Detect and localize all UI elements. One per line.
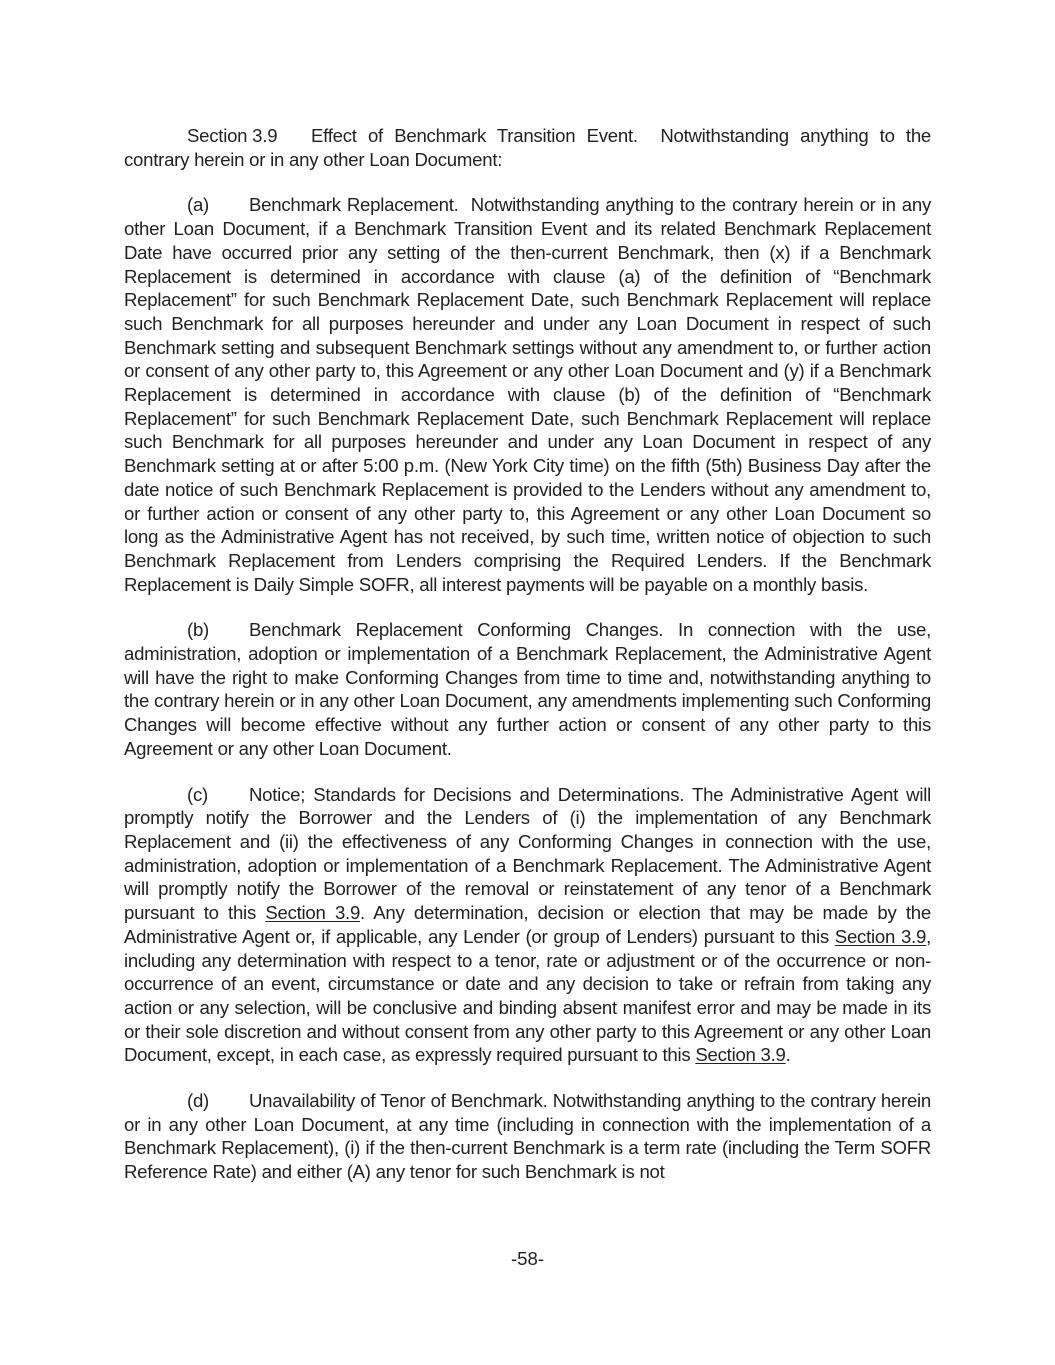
section-reference-link: Section 3.9 bbox=[834, 925, 927, 947]
paragraph-b-heading: Benchmark Replacement Conforming Changes. bbox=[249, 619, 664, 641]
section-reference-link: Section 3.9 bbox=[265, 902, 361, 924]
paragraph-c-heading: Notice; Standards for Decisions and Determinations. bbox=[249, 783, 685, 805]
paragraph-b bbox=[124, 618, 931, 760]
paragraph-c-text-3: , including any determination with respect to a tenor, rate or adjustment or of the occurrence or non-occurrence of an event, circumstance or date and any decision to take or refrain from taking any action or any selection, will be conclusive and binding absent manifest error and may be made in its or their sole discretion and without consent from any other party to this Agreement or any other Loan Document, except, in each case, as expressly required pursuant to this bbox=[124, 925, 931, 1066]
section-number: Section 3.9 bbox=[187, 125, 278, 146]
paragraph-a-text: Notwithstanding anything to the contrary herein or in any other Loan Document, if a Benchmark Transition Event and its related Benchmark Replacement Date have occurred prior any setting of the then-current Benchmark, then (x) if a Benchmark Replacement is determined in accordance with clause (a) of the definition of “Benchmark Replacement” for such Benchmark Replacement Date, such Benchmark Replacement will replace such Benchmark for all purposes hereunder and under any Loan Document in respect of such Benchmark setting and subsequent Benchmark settings without any amendment to, or further action or consent of any other party to, this Agreement or any other Loan Document and (y) if a Benchmark Replacement is determined in accordance with clause (b) of the definition of “Benchmark Replacement” for such Benchmark Replacement Date, such Benchmark Replacement will replace such Benchmark for all purposes hereunder and under any Loan Document in respect of any Benchmark setting at or after 5:00 p.m. (New York City time) on the fifth (5th) Business Day after the date notice of such Benchmark Replacement is provided to the Lenders without any amendment to, or further action or consent of any other party to, this Agreement or any other Loan Document so long as the Administrative Agent has not received, by such time, written notice of objection to such Benchmark Replacement from Lenders comprising the Required Lenders. If the Benchmark Replacement is Daily Simple SOFR, all interest payments will be payable on a monthly basis. bbox=[124, 194, 931, 595]
page-number: -58- bbox=[510, 1248, 545, 1269]
paragraph-b-label: (b) bbox=[187, 619, 209, 641]
paragraph-c-text-4: . bbox=[785, 1044, 791, 1066]
section-intro: Notwithstanding anything to the contrary herein or in any other Loan Document: bbox=[124, 125, 931, 170]
paragraph-b-text: In connection with the use, administration, adoption or implementation of a Benchmark Replacement, the Administrative Agent will have the right to make Conforming Changes from time to time and, notwithstanding anything to the contrary herein or in any other Loan Document, any amendments implementing such Conforming Changes will become effective without any further action or consent of any other party to this Agreement or any other Loan Document. bbox=[124, 619, 931, 759]
paragraph-d-label: (d) bbox=[187, 1090, 209, 1112]
section-reference-link: Section 3.9 bbox=[695, 1044, 786, 1066]
paragraph-d-heading: Unavailability of Tenor of Benchmark. bbox=[249, 1090, 548, 1112]
paragraph-d-text: Notwithstanding anything to the contrary herein or in any other Loan Document, at any time (including in connection with the implementation of a Benchmark Replacement), (i) if the then-current Benchmark is a term rate (including the Term SOFR Reference Rate) and either (A) any tenor for such Benchmark is not bbox=[124, 1090, 932, 1183]
section-heading-paragraph bbox=[124, 124, 931, 171]
document-body bbox=[124, 124, 931, 1206]
section-title: Effect of Benchmark Transition Event. bbox=[311, 125, 638, 146]
paragraph-a-heading: Benchmark Replacement. bbox=[249, 194, 459, 216]
paragraph-d bbox=[124, 1089, 931, 1184]
paragraph-c-text-2: . Any determination, decision or election that may be made by the Administrative Agent or, if applicable, any Lender (or group of Lenders) pursuant to this bbox=[124, 902, 931, 947]
paragraph-a-label: (a) bbox=[187, 194, 209, 216]
paragraph-c-text-1: The Administrative Agent will promptly notify the Borrower and the Lenders of (i) the implementation of any Benchmark Replacement and (ii) the effectiveness of any Conforming Changes in connection with the use, administration, adoption or implementation of a Benchmark Replacement. The Administrative Agent will promptly notify the Borrower of the removal or reinstatement of any tenor of a Benchmark pursuant to this bbox=[124, 783, 931, 924]
paragraph-a bbox=[124, 193, 931, 596]
paragraph-c-label: (c) bbox=[187, 783, 208, 805]
paragraph-c bbox=[124, 783, 931, 1067]
